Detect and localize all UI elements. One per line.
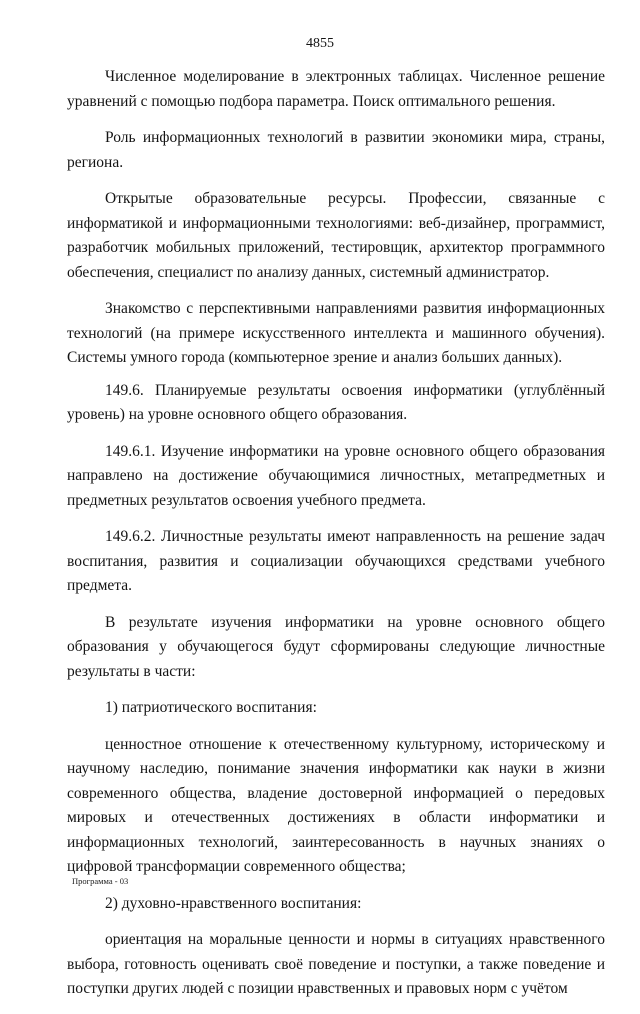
- paragraph-moral-content: ориентация на моральные ценности и нормы в ситуациях нравственного выбора, готовность оценивать своё поведение и поступки, а также поведение и поступки других людей с позиции нравственных и правовых норм с учётом: [67, 931, 605, 997]
- list-item-patriotic: 1) патриотического воспитания:: [105, 699, 317, 716]
- paragraph-numerical-modeling: Численное моделирование в электронных таблицах. Численное решение уравнений с помощью подбора параметра. Поиск оптимального решения.: [67, 68, 605, 110]
- footer-label: Программа - 03: [72, 876, 129, 886]
- paragraph-perspective-directions: Знакомство с перспективными направлениями развития информационных технологий (на примере искусственного интеллекта и машинного обучения). Системы умного города (компьютерное зрение и анализ больших данных).: [67, 300, 605, 366]
- paragraph-it-role: Роль информационных технологий в развитии экономики мира, страны, региона.: [67, 129, 605, 171]
- paragraph-149-6-1: 149.6.1. Изучение информатики на уровне основного общего образования направлено на достижение обучающимися личностных, метапредметных и предметных результатов освоения учебного предмета.: [67, 442, 605, 509]
- paragraph-personal-results-intro: В результате изучения информатики на уровне основного общего образования у обучающегося будут сформированы следующие личностные результаты в части:: [67, 613, 605, 680]
- paragraph-patriotic-content: ценностное отношение к отечественному культурному, историческому и научному наследию, понимание значения информатики как науки в жизни современного общества, владение достоверной информацией о передовых мировых и отечественных достижениях в области информатики и информационных технологий, заинтересованность в научных знаниях о цифровой трансформации современного общества;: [67, 735, 605, 875]
- list-item-moral: 2) духовно-нравственного воспитания:: [105, 894, 362, 912]
- paragraph-149-6: 149.6. Планируемые результаты освоения информатики (углублённый уровень) на уровне основного общего образования.: [67, 381, 605, 423]
- document-body: [67, 65, 605, 1014]
- page-number: 4855: [306, 36, 334, 51]
- paragraph-149-6-2: 149.6.2. Личностные результаты имеют направленность на решение задач воспитания, развития и социализации обучающихся средствами учебного предмета.: [67, 528, 605, 594]
- paragraph-open-resources: Открытые образовательные ресурсы. Профессии, связанные с информатикой и информационными технологиями: веб-дизайнер, программист, разработчик мобильных приложений, тестировщик, архитектор программного обеспечения, специалист по анализу данных, системный администратор.: [67, 190, 605, 281]
